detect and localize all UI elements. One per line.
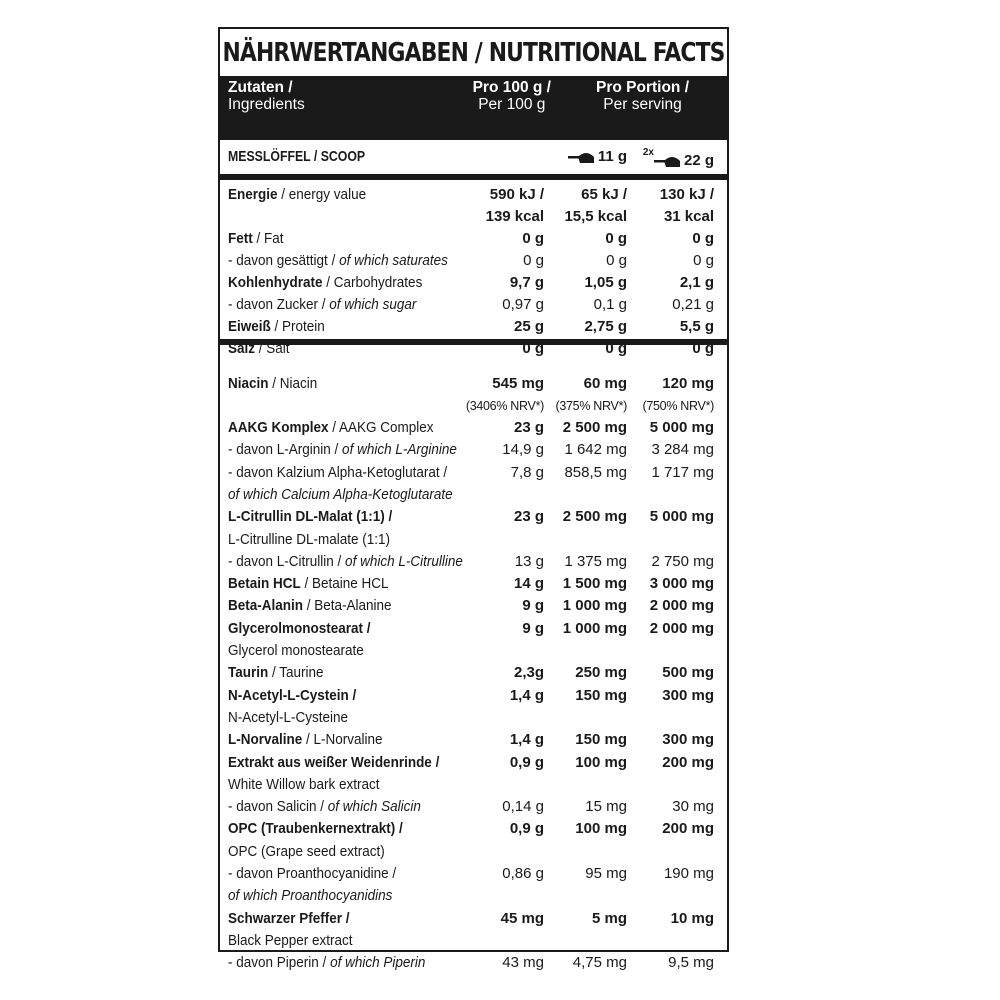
row-label: [228, 863, 396, 885]
row-value-3: 3 000 mg: [649, 575, 714, 593]
table-row: [220, 184, 727, 206]
row-value-3: 5 000 mg: [649, 419, 714, 436]
table-row: [220, 729, 727, 751]
row-label: [228, 595, 392, 617]
table-row: [220, 551, 727, 573]
row-value-3: 300 mg: [662, 686, 714, 704]
ingredient-name: Betain HCL: [228, 575, 301, 593]
row-value-3: 2 750 mg: [651, 552, 714, 570]
ingredient-sep: /: [363, 619, 371, 637]
ingredient-name: Beta-Alanin: [228, 597, 304, 615]
row-value-2: 60 mg: [583, 375, 627, 392]
table-row: [220, 685, 727, 707]
row-label: [228, 338, 290, 360]
ingredient-name: - davon Kalzium Alpha-Ketoglutarat /: [228, 463, 448, 481]
table-row: [220, 417, 727, 439]
row-label: [228, 439, 457, 461]
ingredient-name: Glycerolmonostearat: [228, 619, 364, 637]
table-row: [220, 618, 727, 640]
row-value-1: 25 g: [513, 318, 544, 335]
row-value-3: 190 mg: [663, 865, 714, 882]
row-label: [228, 774, 380, 796]
row-value-1: 23 g: [513, 508, 544, 526]
nutrient-name-en: of which saturates: [339, 252, 448, 269]
ingredient-name: - davon Piperin /: [228, 954, 331, 972]
nutrient-name-en: / Carbohydrates: [322, 274, 423, 291]
row-value-1: 0,14 g: [502, 798, 544, 816]
row-label: [228, 228, 284, 250]
row-value-1: 43 mg: [502, 954, 544, 972]
row-label: [228, 250, 448, 272]
ingredient-name: - davon Proanthocyanidine /: [228, 865, 397, 882]
nutrient-name: Eiweiß: [228, 318, 271, 335]
row-value-2: 0,1 g: [593, 296, 627, 313]
table-row: [220, 272, 727, 294]
row-label: [228, 796, 421, 818]
row-value-3: 10 mg: [670, 909, 714, 927]
table-row: [220, 316, 727, 338]
row-value-1: 13 g: [514, 552, 544, 570]
table-row: [220, 294, 727, 316]
row-label: [228, 952, 425, 974]
row-label: [228, 930, 353, 952]
ingredient-name: OPC (Traubenkernextrakt): [228, 820, 396, 838]
row-value-1: (3406% NRV*): [465, 399, 544, 413]
nutrient-name: - davon Zucker /: [228, 296, 330, 313]
row-value-1: 0,9 g: [509, 753, 544, 771]
column-header: [220, 76, 727, 140]
row-value-3: 5 000 mg: [649, 508, 714, 526]
row-label: [228, 618, 371, 640]
row-value-3: 2,1 g: [679, 274, 714, 291]
row-value-3: 2 000 mg: [649, 597, 714, 615]
row-value-2: 1 500 mg: [562, 575, 627, 593]
row-label: [228, 707, 348, 729]
ingredient-name: L-Citrullin DL-Malat (1:1): [228, 508, 385, 526]
table-row: [220, 774, 727, 796]
ingredients-header: Zutaten / Ingredients: [228, 79, 305, 113]
row-value-2: 1 000 mg: [562, 619, 627, 637]
table-row: [220, 662, 727, 684]
row-value-1: 0 g: [523, 252, 544, 269]
table-row: [220, 529, 727, 551]
row-label: [228, 752, 439, 774]
row-label: [228, 885, 392, 907]
scoop-single: 11 g: [568, 146, 627, 168]
row-value-2: 0 g: [605, 340, 627, 357]
table-row: [220, 707, 727, 729]
row-value-1: 0 g: [522, 230, 544, 247]
row-label: [228, 685, 356, 707]
table-row: [220, 573, 727, 595]
row-value-1: 1,4 g: [509, 686, 544, 704]
scoop-label: MESSLÖFFEL / SCOOP: [228, 148, 366, 165]
row-value-1: 590 kJ /: [489, 186, 544, 203]
scoop-icon: [568, 150, 594, 164]
ingredient-name-en: of which Piperin: [330, 954, 426, 972]
row-value-1: 14 g: [513, 575, 544, 593]
ingredient-name: - davon L-Citrullin /: [228, 552, 346, 570]
nutrient-name-en: / energy value: [277, 186, 367, 203]
row-value-3: 0 g: [692, 230, 714, 247]
table-row: [220, 885, 727, 907]
row-label: [228, 462, 447, 484]
row-label: [228, 294, 416, 316]
row-value-1: 45 mg: [500, 909, 544, 927]
row-label: [228, 417, 434, 439]
nutrient-name: Fett: [228, 230, 253, 247]
row-value-1: 2,3g: [513, 664, 544, 682]
row-label: [228, 841, 385, 863]
row-value-1: 14,9 g: [502, 441, 544, 459]
table-row: [220, 439, 727, 461]
table-row: [220, 841, 727, 863]
scoop-row: [220, 146, 727, 168]
row-value-3: 120 mg: [662, 375, 714, 392]
label-title: NÄHRWERTANGABEN / NUTRITIONAL FACTS: [222, 38, 725, 68]
ingredient-name-en: of which L-Citrulline: [345, 552, 463, 570]
row-label: [228, 184, 366, 206]
ingredient-name-en: Black Pepper extract: [228, 931, 353, 949]
row-value-3: 0 g: [692, 340, 714, 357]
ingredient-name-en: of which Calcium Alpha-Ketoglutarate: [228, 485, 453, 503]
ingredient-sep: /: [348, 686, 357, 704]
row-label: [228, 316, 325, 338]
row-label: [228, 484, 453, 506]
row-value-1: 9 g: [522, 597, 544, 615]
nutrition-label: [218, 27, 729, 972]
row-value-2: 1 642 mg: [564, 441, 627, 459]
ingredient-sep: /: [342, 909, 350, 927]
ingredient-name-en: / AAKG Complex: [328, 419, 434, 436]
row-value-1: 7,8 g: [510, 463, 544, 481]
row-value-1: 1,4 g: [509, 731, 544, 749]
nutrient-name: - davon gesättigt /: [228, 252, 340, 269]
divider: [220, 174, 727, 180]
row-value-1: 545 mg: [492, 375, 544, 392]
row-value-1: 0,86 g: [502, 865, 544, 882]
row-value-3: (750% NRV*): [642, 399, 714, 413]
table-row: [220, 228, 727, 250]
row-value-2: 15 mg: [585, 798, 627, 816]
row-value-2: 4,75 mg: [572, 954, 627, 972]
row-value-2: 150 mg: [575, 686, 627, 704]
row-value-2: 0 g: [606, 252, 627, 269]
table-row: [220, 908, 727, 930]
table-row: [220, 206, 727, 228]
ingredient-name-en: of which Proanthocyanidins: [228, 887, 393, 905]
double-scoop-icon: [654, 154, 680, 168]
table-row: [220, 462, 727, 484]
ingredient-sep: /: [431, 753, 440, 771]
ingredient-name-en: / Betaine HCL: [300, 575, 389, 593]
nutrient-name-en: / Protein: [270, 318, 325, 335]
ingredient-name-en: L-Citrulline DL-malate (1:1): [228, 530, 391, 548]
row-value-2: 2 500 mg: [562, 508, 627, 526]
ingredient-name-en: OPC (Grape seed extract): [228, 842, 385, 860]
row-value-3: 130 kJ /: [659, 186, 714, 203]
row-value-2: 1 375 mg: [564, 552, 627, 570]
row-value-3: 200 mg: [662, 820, 714, 838]
row-value-3: 200 mg: [662, 753, 714, 771]
nutrient-name: Salz: [228, 340, 256, 357]
table-row: [220, 952, 727, 974]
row-value-3: 5,5 g: [679, 318, 714, 335]
ingredient-sep: /: [384, 508, 393, 526]
table-row: [220, 930, 727, 952]
per-100g-header: Pro 100 g / Per 100 g: [472, 79, 551, 113]
nutrient-name: Kohlenhydrate: [228, 274, 323, 291]
ingredient-name-en: Glycerol monostearate: [228, 642, 364, 659]
row-value-2: 150 mg: [575, 731, 627, 749]
row-value-2: 0 g: [605, 230, 627, 247]
row-label: [228, 529, 390, 551]
row-value-3: 500 mg: [662, 664, 714, 682]
ingredient-name-en: of which L-Arginine: [342, 441, 457, 459]
row-value-1: 9 g: [522, 619, 544, 637]
per-serving-header: Pro Portion / Per serving: [596, 79, 689, 113]
row-value-2: (375% NRV*): [555, 399, 627, 413]
table-row: [220, 796, 727, 818]
row-value-3: 30 mg: [672, 798, 714, 816]
table-row: [220, 595, 727, 617]
row-value-2: 5 mg: [591, 909, 627, 927]
nutrient-name-en: / Salt: [255, 340, 290, 357]
row-value-2: 65 kJ /: [581, 186, 627, 203]
row-value-3: 2 000 mg: [649, 619, 714, 637]
row-label: [228, 818, 403, 840]
table-row: [220, 250, 727, 272]
ingredient-name: Extrakt aus weißer Weidenrinde: [228, 753, 432, 771]
table-row: [220, 484, 727, 506]
row-value-2: 100 mg: [575, 820, 627, 838]
table-row: [220, 395, 727, 417]
row-label: [228, 373, 317, 395]
nutrient-name-en: of which sugar: [329, 296, 417, 313]
ingredient-name-en: / L-Norvaline: [302, 731, 383, 749]
row-label: [228, 506, 392, 528]
row-value-2: 2 500 mg: [562, 419, 627, 436]
nutrient-name: Niacin: [228, 375, 269, 392]
row-value-1: 139 kcal: [485, 208, 544, 225]
nutrient-name-en: / Niacin: [268, 375, 318, 392]
ingredient-name: - davon L-Arginin /: [228, 441, 343, 459]
table-row: [220, 373, 727, 395]
ingredient-name: - davon Salicin /: [228, 798, 328, 816]
row-value-3: 1 717 mg: [651, 463, 714, 481]
row-value-2: 2,75 g: [584, 318, 627, 335]
nutrient-name-en: / Fat: [252, 230, 284, 247]
ingredient-name: Schwarzer Pfeffer: [228, 909, 343, 927]
row-label: [228, 573, 389, 595]
row-label: [228, 908, 350, 930]
row-value-1: 0,9 g: [509, 820, 544, 838]
ingredient-name-en: / Beta-Alanine: [303, 597, 392, 615]
row-value-2: 1 000 mg: [562, 597, 627, 615]
ingredient-name: Taurin: [228, 664, 269, 682]
row-label: [228, 272, 422, 294]
row-value-2: 1,05 g: [584, 274, 627, 291]
row-value-1: 0 g: [522, 340, 544, 357]
ingredient-name: AAKG Komplex: [228, 419, 329, 436]
row-value-3: 31 kcal: [663, 208, 714, 225]
row-value-1: 23 g: [513, 419, 544, 436]
scoop-double: $^{2x}$ 22 g: [642, 147, 714, 169]
table-row: [220, 752, 727, 774]
row-value-1: 9,7 g: [509, 274, 544, 291]
row-label: [228, 729, 383, 751]
table-row: [220, 818, 727, 840]
row-value-3: 0,21 g: [672, 296, 714, 313]
row-value-3: 300 mg: [662, 731, 714, 749]
row-value-2: 95 mg: [585, 865, 627, 882]
row-label: [228, 551, 463, 573]
table-row: [220, 640, 727, 662]
ingredient-name-en: of which Salicin: [327, 798, 421, 816]
row-value-2: 15,5 kcal: [564, 208, 627, 225]
row-value-2: 100 mg: [575, 753, 627, 771]
table-row: [220, 506, 727, 528]
ingredient-name: N-Acetyl-L-Cystein: [228, 686, 349, 704]
row-value-1: 0,97 g: [502, 296, 544, 313]
row-value-3: 0 g: [693, 252, 714, 269]
ingredient-name-en: / Taurine: [268, 664, 324, 682]
ingredient-name-en: White Willow bark extract: [228, 775, 380, 793]
ingredient-name-en: N-Acetyl-L-Cysteine: [228, 708, 349, 726]
row-value-2: 250 mg: [575, 664, 627, 682]
row-value-3: 3 284 mg: [651, 441, 714, 459]
row-value-2: 858,5 mg: [564, 463, 627, 481]
row-value-3: 9,5 mg: [668, 954, 714, 972]
table-row: [220, 863, 727, 885]
table-row: [220, 338, 727, 360]
row-label: [228, 662, 324, 684]
ingredient-name: L-Norvaline: [228, 731, 303, 749]
nutrient-name: Energie: [228, 186, 278, 203]
row-label: [228, 640, 364, 662]
ingredient-sep: /: [395, 820, 403, 838]
